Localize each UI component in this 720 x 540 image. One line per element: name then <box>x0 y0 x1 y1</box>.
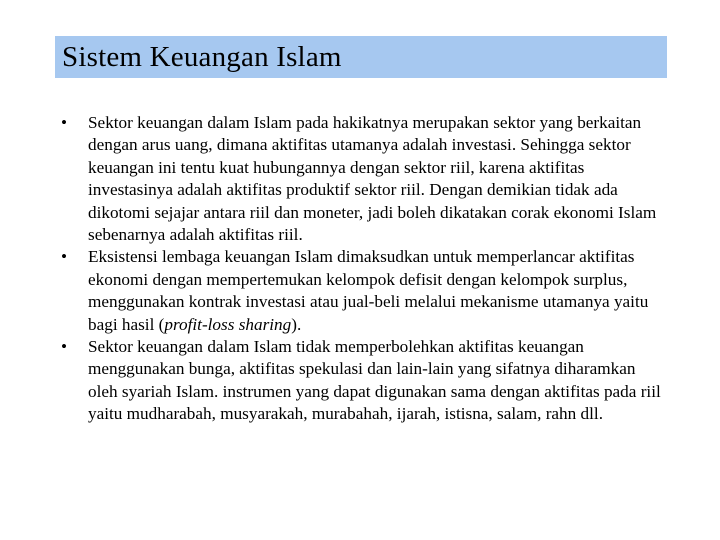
bullet-text <box>88 246 667 336</box>
bullet-text: Sektor keuangan dalam Islam pada hakikatnya merupakan sektor yang berkaitan dengan arus uang, dimana aktifitas utamanya adalah investasi. Sehingga sektor keuangan ini tentu kuat hubungannya dengan sektor riil, karena aktifitas investasinya adalah aktifitas produktif sektor riil. Dengan demikian tidak ada dikotomi sejajar antara riil dan moneter, jadi boleh dikatakan corak ekonomi Islam sebenarnya adalah aktifitas riil. <box>88 113 657 245</box>
bullet-item <box>57 246 667 336</box>
bullet-item <box>57 336 667 426</box>
bullet-text-part: Eksistensi lembaga keuangan Islam dimaksudkan untuk memperlancar aktifitas ekonomi dengan mempertemukan kelompok defisit dengan kelompok surplus, menggunakan kontrak investasi atau jual-beli melalui mekanisme utamanya yaitu bagi hasil ( <box>88 247 649 334</box>
bullet-marker: • <box>60 247 68 267</box>
bullet-text-italic: profit-loss sharing <box>164 314 292 334</box>
bullet-marker: • <box>60 113 68 132</box>
bullet-text-part: ). <box>291 314 302 334</box>
bullet-text: Sektor keuangan dalam Islam tidak memperbolehkan aktifitas keuangan menggunakan bunga, aktifitas spekulasi dan lain-lain yang sifatnya diharamkan oleh syariah Islam. instrumen yang dapat digunakan sama dengan aktifitas pada riil yaitu mudharabah, musyarakah, murabahah, ijarah, istisna, salam, rahn dll. <box>88 337 661 424</box>
bullet-list <box>57 112 667 426</box>
title-bar <box>55 36 667 78</box>
bullet-item <box>57 112 667 246</box>
slide-title: Sistem Keuangan Islam <box>62 40 342 73</box>
bullet-marker: • <box>60 337 68 357</box>
